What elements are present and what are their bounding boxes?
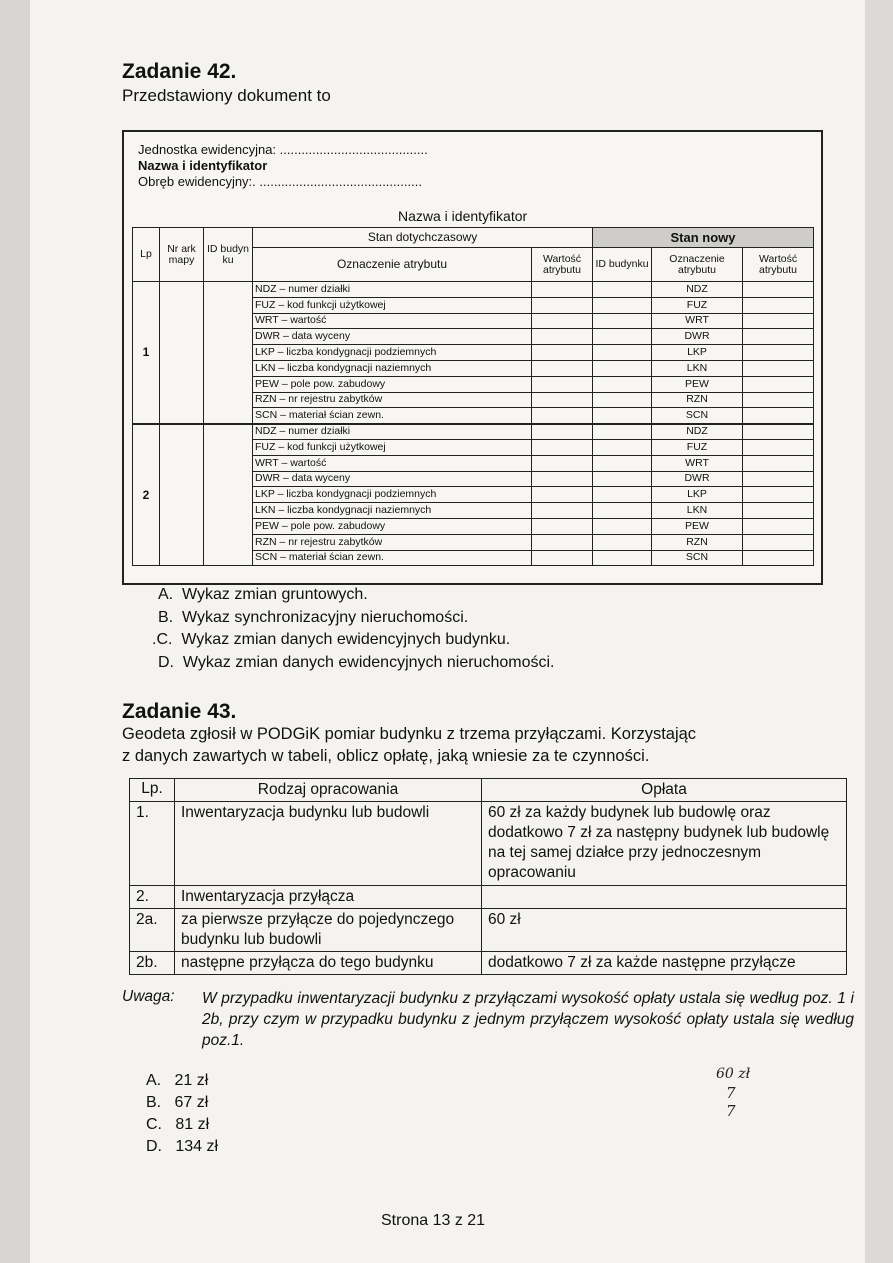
- attribute-label: NDZ – numer działki: [253, 424, 532, 440]
- th-id-budynku: ID budyn ku: [204, 228, 253, 282]
- answer-letter: D.: [146, 1138, 162, 1155]
- attribute-label: LKN – liczba kondygnacji naziemnych: [253, 360, 532, 376]
- attribute-value: [532, 313, 593, 329]
- form-obreb: Obręb ewidencyjny:. .............................................: [138, 174, 422, 189]
- q42-answer-b: [158, 609, 468, 627]
- answer-letter: C.: [146, 1116, 162, 1133]
- new-id-budynku: [593, 503, 652, 519]
- new-id-budynku: [593, 424, 652, 440]
- new-attribute-value: [743, 360, 814, 376]
- new-attribute-code: NDZ: [652, 282, 743, 298]
- row-number: 1: [133, 282, 160, 424]
- q43-answer-c: [146, 1116, 209, 1134]
- fee-th-lp: Lp.: [130, 779, 175, 802]
- attribute-value: [532, 360, 593, 376]
- attribute-label: NDZ – numer działki: [253, 282, 532, 298]
- new-attribute-code: RZN: [652, 392, 743, 408]
- new-attribute-value: [743, 345, 814, 361]
- attribute-label: PEW – pole pow. zabudowy: [253, 376, 532, 392]
- q43-title: Zadanie 43.: [122, 700, 237, 723]
- fee-th-oplata: Opłata: [482, 779, 847, 802]
- new-attribute-code: SCN: [652, 408, 743, 424]
- form-nazwa: Nazwa i identyfikator: [138, 158, 268, 173]
- th-stan-dot: Stan dotychczasowy: [253, 228, 593, 248]
- new-attribute-value: [743, 424, 814, 440]
- answer-letter: A.: [158, 586, 174, 603]
- new-attribute-code: LKP: [652, 487, 743, 503]
- fee-oplata: 60 zł za każdy budynek lub budowlę oraz dodatkowo 7 zł za następny budynek lub budowlę na tej samej działce przy jednoczesnym opracowaniu: [482, 802, 847, 886]
- answer-letter: B.: [158, 609, 174, 626]
- new-id-budynku: [593, 408, 652, 424]
- answer-letter: B.: [146, 1094, 162, 1111]
- q43-answer-d: [146, 1138, 218, 1156]
- note-label: Uwaga:: [122, 988, 175, 1005]
- new-id-budynku: [593, 455, 652, 471]
- attribute-label: LKP – liczba kondygnacji podziemnych: [253, 487, 532, 503]
- new-id-budynku: [593, 487, 652, 503]
- new-attribute-code: NDZ: [652, 424, 743, 440]
- new-id-budynku: [593, 376, 652, 392]
- page-right-edge: [865, 0, 893, 1263]
- attribute-value: [532, 487, 593, 503]
- attribute-value: [532, 455, 593, 471]
- fee-lp: 2b.: [130, 952, 175, 975]
- new-attribute-value: [743, 534, 814, 550]
- attribute-value: [532, 282, 593, 298]
- answer-text: Wykaz zmian danych ewidencyjnych budynku.: [181, 631, 511, 648]
- attribute-table: [132, 227, 814, 566]
- th-oznaczenie: Oznaczenie atrybutu: [253, 248, 532, 282]
- new-attribute-value: [743, 471, 814, 487]
- th-id-budynku-nowy: ID budynku: [593, 248, 652, 282]
- new-attribute-code: SCN: [652, 550, 743, 566]
- answer-text: 134 zł: [175, 1138, 219, 1155]
- new-attribute-value: [743, 376, 814, 392]
- new-id-budynku: [593, 345, 652, 361]
- row-nr-ark: [160, 424, 204, 566]
- q43-text-2: z danych zawartych w tabeli, oblicz opłatę, jaką wniesie za te czynności.: [122, 747, 650, 765]
- attribute-value: [532, 392, 593, 408]
- attribute-value: [532, 550, 593, 566]
- attribute-row: [133, 282, 814, 298]
- new-attribute-code: LKN: [652, 503, 743, 519]
- fee-lp: 1.: [130, 802, 175, 886]
- attribute-label: RZN – nr rejestru zabytków: [253, 534, 532, 550]
- th-lp: Lp: [133, 228, 160, 282]
- attribute-label: WRT – wartość: [253, 313, 532, 329]
- th-nr-ark: Nr ark mapy: [160, 228, 204, 282]
- attribute-label: LKP – liczba kondygnacji podziemnych: [253, 345, 532, 361]
- fee-rodzaj: za pierwsze przyłącze do pojedynczego budynku lub budowli: [175, 909, 482, 952]
- answer-letter: A.: [146, 1072, 162, 1089]
- th-wartosc: Wartość atrybutu: [532, 248, 593, 282]
- attribute-value: [532, 471, 593, 487]
- handwritten-note-1: 60 zł: [716, 1066, 751, 1082]
- new-id-budynku: [593, 329, 652, 345]
- attribute-label: FUZ – kod funkcji użytkowej: [253, 439, 532, 455]
- new-id-budynku: [593, 360, 652, 376]
- new-attribute-code: WRT: [652, 313, 743, 329]
- attribute-value: [532, 534, 593, 550]
- fee-rodzaj: Inwentaryzacja przyłącza: [175, 886, 482, 909]
- fee-rodzaj: Inwentaryzacja budynku lub budowli: [175, 802, 482, 886]
- new-attribute-value: [743, 439, 814, 455]
- q42-answer-a: [158, 586, 368, 604]
- new-attribute-value: [743, 518, 814, 534]
- new-id-budynku: [593, 471, 652, 487]
- attribute-value: [532, 439, 593, 455]
- attribute-label: DWR – data wyceny: [253, 329, 532, 345]
- attribute-value: [532, 376, 593, 392]
- new-attribute-value: [743, 503, 814, 519]
- q42-title: Zadanie 42.: [122, 60, 237, 83]
- attribute-label: WRT – wartość: [253, 455, 532, 471]
- page-footer: Strona 13 z 21: [381, 1212, 486, 1229]
- new-attribute-value: [743, 408, 814, 424]
- th-wartosc-nowy: Wartość atrybutu: [743, 248, 814, 282]
- row-number: 2: [133, 424, 160, 566]
- attribute-value: [532, 297, 593, 313]
- attribute-label: DWR – data wyceny: [253, 471, 532, 487]
- answer-text: 67 zł: [174, 1094, 209, 1111]
- row-nr-ark: [160, 282, 204, 424]
- answer-text: 21 zł: [174, 1072, 209, 1089]
- fee-table: [129, 778, 847, 975]
- attribute-value: [532, 518, 593, 534]
- answer-text: Wykaz synchronizacyjny nieruchomości.: [182, 609, 469, 626]
- fee-th-rodzaj: Rodzaj opracowania: [175, 779, 482, 802]
- new-attribute-value: [743, 297, 814, 313]
- new-attribute-value: [743, 455, 814, 471]
- new-attribute-value: [743, 282, 814, 298]
- q43-answer-b: [146, 1094, 208, 1112]
- page-left-edge: [0, 0, 30, 1263]
- answer-letter: D.: [158, 654, 174, 671]
- attribute-label: FUZ – kod funkcji użytkowej: [253, 297, 532, 313]
- form-nazwa2: Nazwa i identyfikator: [398, 208, 528, 224]
- new-attribute-code: PEW: [652, 376, 743, 392]
- attribute-label: SCN – materiał ścian zewn.: [253, 550, 532, 566]
- new-attribute-value: [743, 392, 814, 408]
- new-id-budynku: [593, 534, 652, 550]
- new-attribute-value: [743, 487, 814, 503]
- q42-intro: Przedstawiony dokument to: [122, 86, 331, 105]
- handwritten-note-2: 7: [726, 1084, 736, 1102]
- fee-lp: 2.: [130, 886, 175, 909]
- note-text: W przypadku inwentaryzacji budynku z przyłączami wysokość opłaty ustala się według poz. 1 i 2b, przy czym w przypadku budynku z jednym przyłączem wysokość opłaty ustala się według poz.1.: [202, 990, 854, 1049]
- q43-answer-a: [146, 1072, 208, 1090]
- q42-answer-c: [152, 631, 510, 649]
- attribute-label: LKN – liczba kondygnacji naziemnych: [253, 503, 532, 519]
- attribute-label: SCN – materiał ścian zewn.: [253, 408, 532, 424]
- new-id-budynku: [593, 518, 652, 534]
- form-jednostka: Jednostka ewidencyjna: .........................................: [138, 142, 428, 157]
- attribute-value: [532, 345, 593, 361]
- attribute-value: [532, 424, 593, 440]
- new-id-budynku: [593, 297, 652, 313]
- new-attribute-code: WRT: [652, 455, 743, 471]
- attribute-label: RZN – nr rejestru zabytków: [253, 392, 532, 408]
- attribute-value: [532, 408, 593, 424]
- fee-lp: 2a.: [130, 909, 175, 952]
- new-id-budynku: [593, 392, 652, 408]
- answer-text: Wykaz zmian danych ewidencyjnych nieruchomości.: [182, 654, 555, 671]
- new-id-budynku: [593, 282, 652, 298]
- new-attribute-code: FUZ: [652, 439, 743, 455]
- q43-text-1: Geodeta zgłosił w PODGiK pomiar budynku z trzema przyłączami. Korzystając: [122, 725, 697, 743]
- th-oznaczenie-nowy: Oznaczenie atrybutu: [652, 248, 743, 282]
- fee-oplata: 60 zł: [482, 909, 847, 952]
- q42-answer-d: [158, 654, 554, 672]
- attribute-value: [532, 503, 593, 519]
- row-id-budynku: [204, 424, 253, 566]
- new-attribute-code: LKN: [652, 360, 743, 376]
- new-attribute-code: LKP: [652, 345, 743, 361]
- new-attribute-code: RZN: [652, 534, 743, 550]
- new-attribute-code: FUZ: [652, 297, 743, 313]
- new-id-budynku: [593, 439, 652, 455]
- handwritten-note-3: 7: [726, 1102, 736, 1120]
- new-attribute-value: [743, 329, 814, 345]
- new-id-budynku: [593, 313, 652, 329]
- answer-text: 81 zł: [175, 1116, 210, 1133]
- fee-rodzaj: następne przyłącza do tego budynku: [175, 952, 482, 975]
- new-attribute-code: DWR: [652, 471, 743, 487]
- new-attribute-code: DWR: [652, 329, 743, 345]
- new-attribute-value: [743, 313, 814, 329]
- new-attribute-value: [743, 550, 814, 566]
- new-id-budynku: [593, 550, 652, 566]
- answer-text: Wykaz zmian gruntowych.: [182, 586, 368, 603]
- new-attribute-code: PEW: [652, 518, 743, 534]
- th-stan-nowy: Stan nowy: [593, 228, 814, 248]
- fee-oplata: [482, 886, 847, 909]
- attribute-row: [133, 424, 814, 440]
- fee-oplata: dodatkowo 7 zł za każde następne przyłącze: [482, 952, 847, 975]
- row-id-budynku: [204, 282, 253, 424]
- attribute-value: [532, 329, 593, 345]
- answer-letter: .C.: [152, 631, 173, 648]
- attribute-label: PEW – pole pow. zabudowy: [253, 518, 532, 534]
